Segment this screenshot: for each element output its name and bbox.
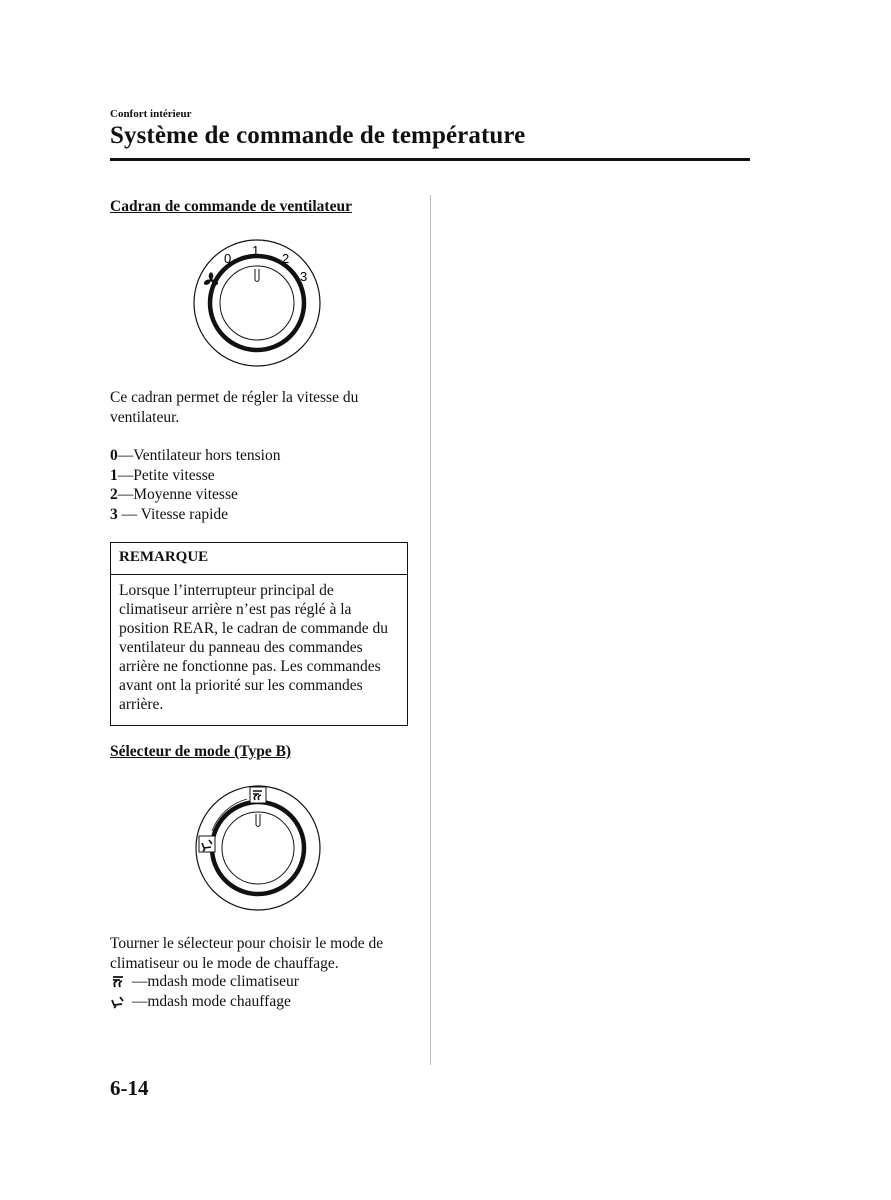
vent-mode-icon (250, 787, 266, 803)
fan-dial-description: Ce cadran permet de régler la vitesse du ventilateur. (110, 389, 359, 426)
mode-selector-illustration (195, 783, 325, 913)
note-heading: REMARQUE (111, 543, 407, 575)
section-label: Confort intérieur (110, 108, 192, 120)
note-body: Lorsque l’interrupteur principal de climatiseur arrière n’est pas réglé à la position REAR, le cadran de commande du ventilateur du panneau des commandes arrière ne fonctionne pas. Les commandes avant ont la priorité sur les commandes arrière. (119, 582, 389, 713)
dial-label-0: 0 (224, 251, 232, 266)
dial-label-1: 1 (252, 243, 260, 258)
dial-label-2: 2 (282, 251, 290, 266)
fan-speed-item: 3 — Vitesse rapide (110, 505, 229, 523)
mode-list (110, 972, 299, 1011)
page-title: Système de commande de température (110, 122, 526, 149)
column-divider (430, 195, 431, 1065)
fan-speed-item: 2—Moyenne vitesse (110, 486, 238, 503)
dial-label-3: 3 (300, 269, 308, 284)
floor-mode-icon (199, 836, 215, 852)
mode-selector-heading: Sélecteur de mode (Type B) (110, 743, 292, 760)
mode-selector-description: Tourner le sélecteur pour choisir le mode de climatiseur ou le mode de chauffage. (110, 935, 384, 972)
note-box (110, 542, 408, 726)
fan-speed-list (110, 446, 280, 524)
fan-speed-item: 1—Petite vitesse (110, 466, 215, 484)
floor-mode-icon (110, 994, 128, 1010)
page-number: 6-14 (110, 1076, 149, 1100)
fan-dial-heading: Cadran de commande de ventilateur (110, 198, 352, 215)
vent-mode-icon (110, 974, 128, 990)
mode-item-climatiseur: —mdash mode climatiseur (110, 972, 299, 992)
title-rule (110, 158, 750, 161)
mode-item-chauffage: —mdash mode chauffage (110, 992, 299, 1012)
fan-speed-item: 0—Ventilateur hors tension (110, 447, 281, 464)
fan-dial-illustration (190, 238, 330, 373)
